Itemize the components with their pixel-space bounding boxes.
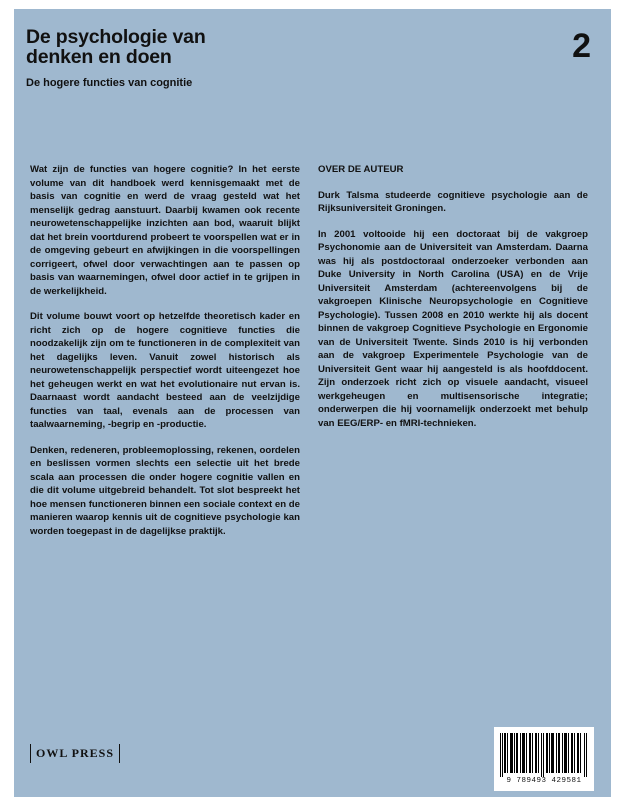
blurb-paragraph-1: Wat zijn de functies van hogere cognitie? In het eerste volume van dit handboek werd kennisgemaakt met de basis van cognitie en werd de vraag gesteld wat het menselijk gedrag aanstuurt. Daarbij kwamen ook recente neurowetenschappelijke inzichten aan bod, waaruit blijkt dat het brein voortdurend probeert te voorspellen wat er in de omgeving gebeurt en afwijkingen in die voorspellingen corrigeert, ofwel door verwachtingen aan te passen op basis van waarnemingen, ofwel door actief in te grijpen in de werkelijkheid. <box>30 164 300 297</box>
title-line-2: denken en doen <box>26 46 172 68</box>
book-title <box>26 27 206 67</box>
title-line-1: De psychologie van <box>26 26 206 48</box>
isbn-number: 9 789493 429581 <box>506 777 582 785</box>
book-subtitle: De hogere functies van cognitie <box>26 77 193 89</box>
author-heading: OVER DE AUTEUR <box>318 164 404 175</box>
blurb-paragraph-3: Denken, redeneren, probleemoplossing, rekenen, oordelen en beslissen vormen slechts een selectie uit het brede scala aan processen die onder hogere cognitie vallen en die dit volume uitgebreid behandelt. Tot slot bespreekt het hoe mensen functioneren binnen een sociale context en de manieren waarop kennis uit de cognitieve psychologie kan worden toegepast in de dagelijkse praktijk. <box>30 444 300 537</box>
author-paragraph-2: In 2001 voltooide hij een doctoraat bij de vakgroep Psychonomie aan de Universiteit van Amsterdam. Daarna was hij als postdoctoraal onderzoeker verbonden aan Duke University in North Carolina (USA) en de Vrije Universiteit Amsterdam (achtereenvolgens bij de vakgroepen Klinische Neuropsychologie en Cognitieve Psychologie). Tussen 2008 en 2010 werkte hij als docent binnen de vakgroep Cognitieve Psychologie en Ergonomie van de Universiteit Twente. Sinds 2010 is hij verbonden aan de vakgroep Experimentele Psychologie van de Universiteit Gent waar hij aangesteld is als hoofddocent. Zijn onderzoek richt zich op visuele aandacht, visueel werkgeheugen en multisensorische integratie; onderwerpen die hij voornamelijk onderzoekt met behulp van EEG/ERP- en fMRI-technieken. <box>318 228 588 429</box>
blurb-paragraph-2: Dit volume bouwt voort op hetzelfde theoretisch kader en richt zich op de hogere cognitieve functies die noodzakelijk zijn om te functioneren in de complexiteit van het dagelijks leven. Vanuit zowel historisch als neurowetenschappelijk perspectief wordt uiteengezet hoe het geheugen werkt en wat het evolutionaire nut ervan is. Daarnaast wordt aandacht besteed aan de veelzijdige functies van taal, evenals aan de processen van taalwaarneming, -begrip en -productie. <box>30 311 300 430</box>
volume-number: 2 <box>572 27 591 65</box>
back-cover <box>14 9 611 797</box>
publisher-logo: OWL PRESS <box>30 744 120 763</box>
author-paragraph-1: Durk Talsma studeerde cognitieve psychologie aan de Rijksuniversiteit Groningen. <box>318 189 588 214</box>
blurb-column <box>30 163 300 550</box>
author-column <box>318 163 588 442</box>
isbn-barcode <box>494 727 594 791</box>
barcode-icon <box>500 733 588 777</box>
